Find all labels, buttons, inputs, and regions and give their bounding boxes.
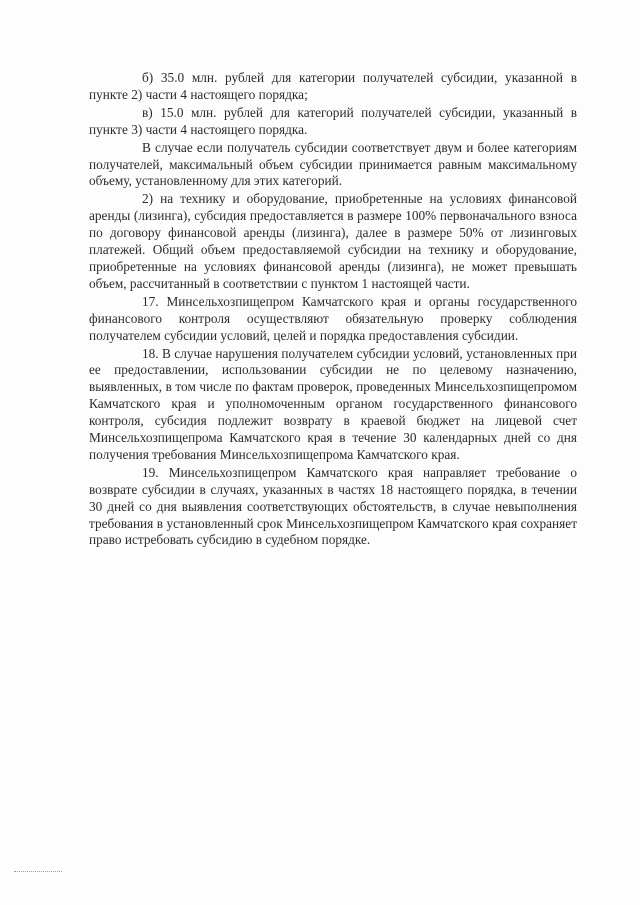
- paragraph-multiple-categories: В случае если получатель субсидии соответствует двум и более категориям получателей, максимальный объем субсидии принимается равным максимальному объему, установленному для этих категорий.: [89, 139, 577, 189]
- paragraph-18-violation: 18. В случае нарушения получателем субсидии условий, установленных при ее предоставлении, использовании субсидии не по целевому назначению, выявленных, в том числе по фактам проверок, проведенных Минсельхозпищепромом Камчатского края и уполномоченным органом государственного финансового контроля, субсидия подлежит возврату в краевой бюджет на лицевой счет Минсельхозпищепрома Камчатского края в течение 30 календарных дней со дня получения требования Минсельхозпищепрома Камчатского края.: [89, 345, 577, 462]
- paragraph-leasing: 2) на технику и оборудование, приобретенные на условиях финансовой аренды (лизинга), субсидия предоставляется в размере 100% первоначального взноса по договору финансовой аренды (лизинга), далее в размере 50% от лизинговых платежей. Общий объем предоставляемой субсидии на технику и оборудование, приобретенные на условиях финансовой аренды (лизинга), не может превышать объем, рассчитанный в соответствии с пунктом 1 настоящей части.: [89, 191, 577, 291]
- paragraph-17-inspection: 17. Минсельхозпищепром Камчатского края и органы государственного финансового контроля осуществляют обязательную проверку соблюдения получателем субсидии условий, целей и порядка предоставления субсидии.: [89, 293, 577, 343]
- document-body: [89, 70, 577, 550]
- scan-artifact-mark: [14, 871, 62, 875]
- paragraph-v-15mln: в) 15.0 млн. рублей для категорий получателей субсидии, указанный в пункте 3) части 4 настоящего порядка.: [89, 104, 577, 137]
- paragraph-19-return-demand: 19. Минсельхозпищепром Камчатского края направляет требование о возврате субсидии в случаях, указанных в частях 18 настоящего порядка, в течении 30 дней со дня выявления соответствующих обстоятельств, в случае невыполнения требования в установленный срок Минсельхозпищепром Камчатского края сохраняет право истребовать субсидию в судебном порядке.: [89, 464, 577, 548]
- paragraph-b-35mln: б) 35.0 млн. рублей для категории получателей субсидии, указанной в пункте 2) части 4 настоящего порядка;: [89, 70, 577, 102]
